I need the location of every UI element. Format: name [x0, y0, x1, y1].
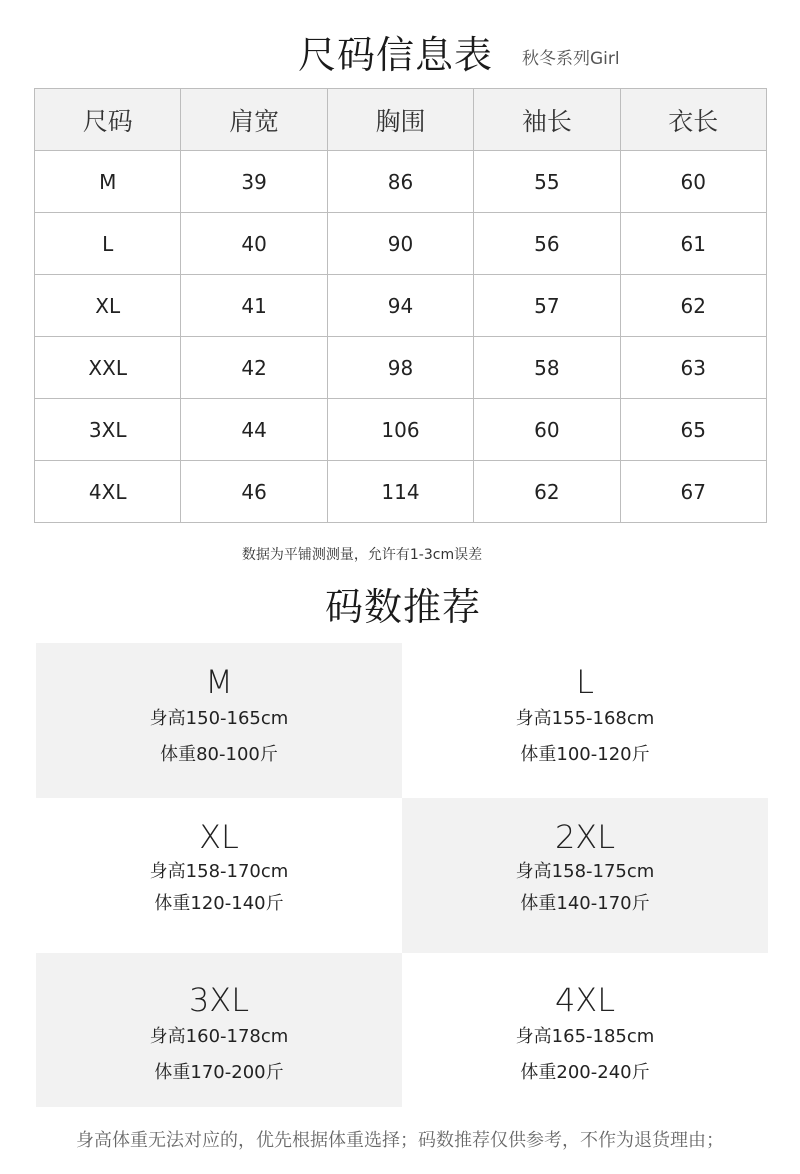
table-cell: 65 [620, 399, 766, 461]
table-cell: 63 [620, 337, 766, 399]
rec-height-range: 身高165-185cm [515, 1026, 655, 1047]
table-cell: 98 [327, 337, 473, 399]
table-cell: XXL [35, 337, 181, 399]
recommendation-card-4xl [402, 953, 768, 1107]
table-cell: XL [35, 275, 181, 337]
rec-size-label: 2XL [554, 818, 616, 856]
rec-size-label: 4XL [554, 981, 616, 1019]
recommendation-card-m [36, 643, 402, 798]
table-cell: 62 [474, 461, 620, 523]
page-title: 尺码信息表 [298, 33, 494, 77]
table-cell: L [35, 213, 181, 275]
table-row [35, 337, 767, 399]
recommendation-card-l [402, 643, 768, 798]
column-header-sleeve: 袖长 [474, 89, 620, 151]
rec-height-range: 身高150-165cm [149, 708, 289, 729]
rec-size-label: XL [199, 818, 239, 856]
table-cell: 55 [474, 151, 620, 213]
table-cell: 41 [181, 275, 327, 337]
column-header-size: 尺码 [35, 89, 181, 151]
page-subtitle: 秋冬系列Girl [522, 49, 620, 69]
recommendation-grid [36, 643, 768, 1107]
rec-weight-range: 体重170-200斤 [154, 1062, 284, 1083]
table-cell: 4XL [35, 461, 181, 523]
table-cell: M [35, 151, 181, 213]
table-cell: 86 [327, 151, 473, 213]
rec-weight-range: 体重100-120斤 [520, 744, 650, 765]
page-header [0, 22, 800, 78]
column-header-length: 衣长 [620, 89, 766, 151]
column-header-chest: 胸围 [327, 89, 473, 151]
table-row [35, 461, 767, 523]
table-cell: 114 [327, 461, 473, 523]
table-cell: 60 [620, 151, 766, 213]
table-cell: 44 [181, 399, 327, 461]
table-cell: 57 [474, 275, 620, 337]
recommendation-card-2xl [402, 798, 768, 953]
table-row [35, 275, 767, 337]
table-cell: 39 [181, 151, 327, 213]
table-cell: 90 [327, 213, 473, 275]
disclaimer-footer: 身高体重无法对应的，优先根据体重选择；码数推荐仅供参考，不作为退货理由； [76, 1130, 724, 1151]
rec-size-label: L [576, 663, 594, 701]
rec-height-range: 身高160-178cm [149, 1026, 289, 1047]
table-cell: 60 [474, 399, 620, 461]
rec-size-label: 3XL [188, 981, 250, 1019]
table-cell: 46 [181, 461, 327, 523]
recommendation-card-3xl [36, 953, 402, 1107]
rec-height-range: 身高155-168cm [515, 708, 655, 729]
table-cell: 94 [327, 275, 473, 337]
table-row [35, 399, 767, 461]
table-cell: 61 [620, 213, 766, 275]
table-cell: 40 [181, 213, 327, 275]
size-chart-table [34, 88, 767, 523]
table-cell: 67 [620, 461, 766, 523]
table-row [35, 213, 767, 275]
recommendation-title: 码数推荐 [324, 585, 481, 629]
column-header-shoulder: 肩宽 [181, 89, 327, 151]
rec-height-range: 身高158-175cm [515, 861, 655, 882]
table-cell: 106 [327, 399, 473, 461]
table-cell: 56 [474, 213, 620, 275]
table-cell: 42 [181, 337, 327, 399]
table-row [35, 151, 767, 213]
recommendation-card-xl [36, 798, 402, 953]
table-cell: 3XL [35, 399, 181, 461]
rec-weight-range: 体重80-100斤 [160, 744, 278, 765]
rec-weight-range: 体重140-170斤 [520, 893, 650, 914]
rec-height-range: 身高158-170cm [149, 861, 289, 882]
rec-weight-range: 体重200-240斤 [520, 1062, 650, 1083]
rec-size-label: M [205, 663, 233, 701]
measurement-note: 数据为平铺测测量，允许有1-3cm误差 [241, 547, 483, 563]
rec-weight-range: 体重120-140斤 [154, 893, 284, 914]
table-cell: 62 [620, 275, 766, 337]
table-header-row [35, 89, 767, 151]
table-cell: 58 [474, 337, 620, 399]
